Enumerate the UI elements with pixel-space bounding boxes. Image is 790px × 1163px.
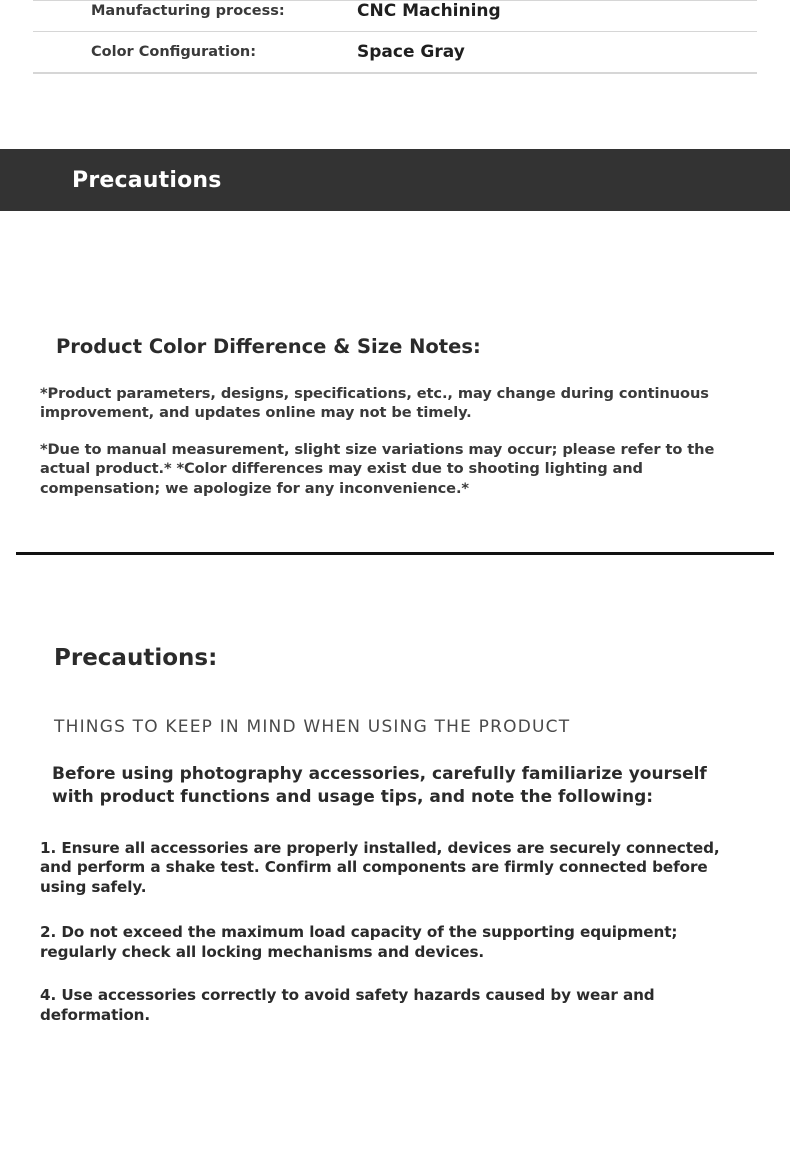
color-notes-paragraph-2: *Due to manual measurement, slight size variations may occur; please refer to the actual product.* *Color differences may exist due to shooting lighting and compensation; we apologize for any inconvenience.* xyxy=(40,440,715,497)
color-notes-paragraph-1: *Product parameters, designs, specifications, etc., may change during continuous improvement, and updates online may not be timely. xyxy=(40,385,709,422)
spec-label: Manufacturing process: xyxy=(91,2,285,19)
spec-value: Space Gray xyxy=(357,42,465,62)
section-divider xyxy=(16,552,774,555)
list-item: 4. Use accessories correctly to avoid safety hazards caused by wear and deformation. xyxy=(40,986,655,1024)
color-notes-heading: Product Color Difference & Size Notes: xyxy=(56,335,481,358)
color-difference-section xyxy=(0,335,790,498)
precautions-subheading: THINGS TO KEEP IN MIND WHEN USING THE PRODUCT xyxy=(54,717,571,738)
table-row xyxy=(33,1,757,32)
precautions-lead-text: Before using photography accessories, carefully familiarize yourself with product functions and usage tips, and note the following: xyxy=(52,764,707,807)
spec-label: Color Configuration: xyxy=(91,43,257,60)
table-bottom-border xyxy=(33,73,757,74)
precautions-section xyxy=(0,645,790,1025)
table-row xyxy=(33,32,757,73)
list-item: 2. Do not exceed the maximum load capacity of the supporting equipment; regularly check all locking mechanisms and devices. xyxy=(40,923,678,961)
spec-value: CNC Machining xyxy=(357,1,501,21)
precautions-heading: Precautions: xyxy=(54,645,218,672)
list-item: 1. Ensure all accessories are properly installed, devices are securely connected, and perform a shake test. Confirm all components are firmly connected before using safely. xyxy=(40,838,720,896)
section-banner-title: Precautions xyxy=(72,167,222,193)
specification-table xyxy=(33,0,757,73)
section-banner-precautions xyxy=(0,149,790,211)
